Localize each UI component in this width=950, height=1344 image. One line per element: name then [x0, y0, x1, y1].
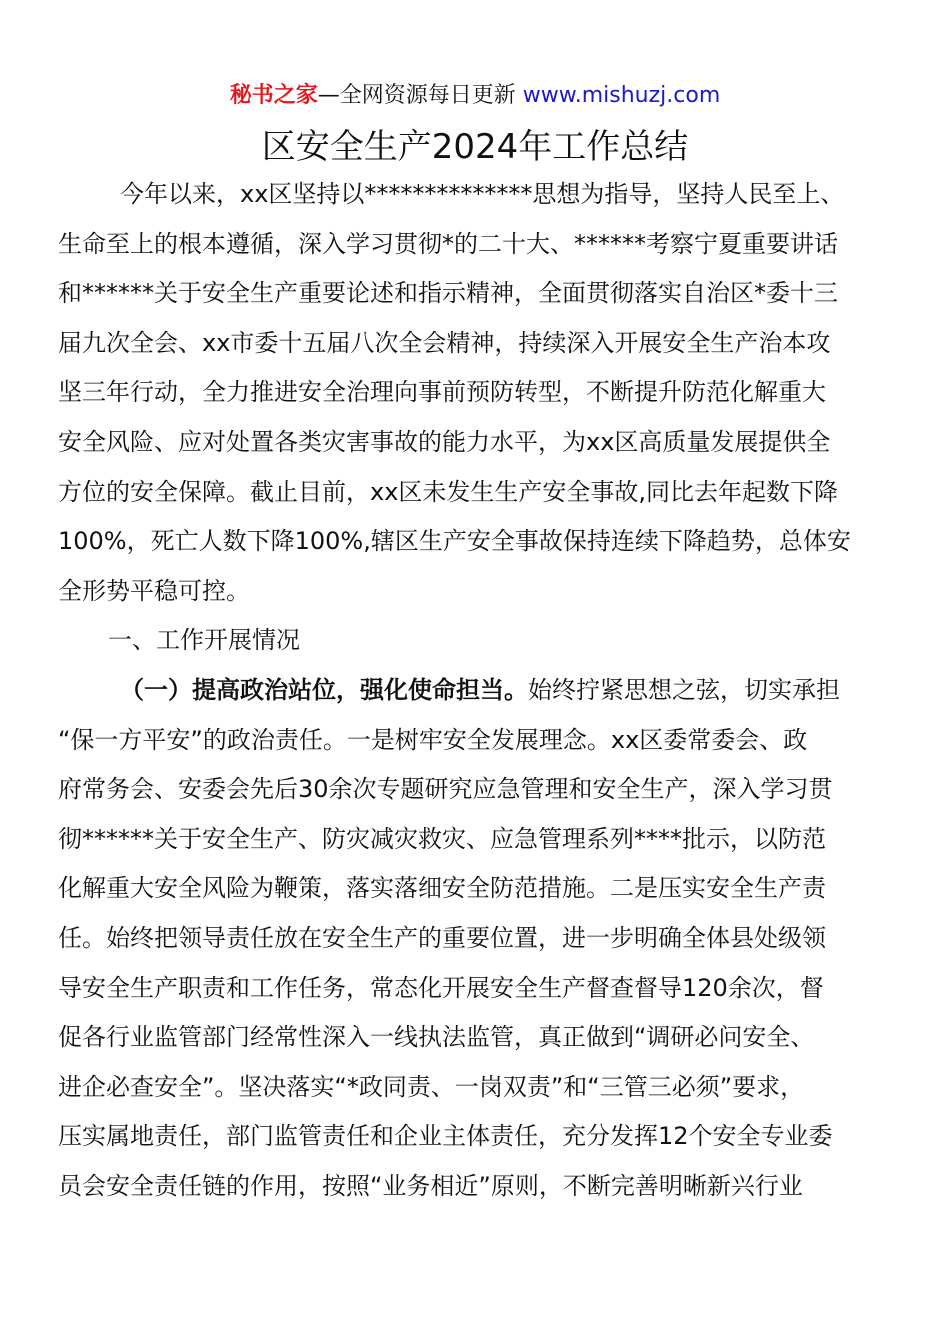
paragraph-line: 压实属地责任，部门监管责任和企业主体责任，充分发挥12个安全专业委 — [58, 1122, 833, 1151]
paragraph-line: 方位的安全保障。截止目前，xx区未发生生产安全事故,同比去年起数下降 — [58, 477, 839, 506]
paragraph-line: 100%，死亡人数下降100%,辖区生产安全事故保持连续下降趋势，总体安 — [58, 527, 851, 556]
paragraph-line: 彻******关于安全生产、防灾减灾救灾、应急管理系列****批示，以防范 — [58, 824, 826, 853]
subsection-text: 始终拧紧思想之弦，切实承担 — [528, 675, 840, 704]
document-body — [58, 170, 894, 1211]
brand-name: 秘书之家 — [229, 83, 318, 108]
site-banner — [0, 78, 950, 114]
website-link[interactable]: www.mishuzj.com — [522, 83, 721, 108]
paragraph-line: 和******关于安全生产重要论述和指示精神，全面贯彻落实自治区*委十三 — [58, 279, 838, 308]
paragraph-line: 今年以来，xx区坚持以**************思想为指导，坚持人民至上、 — [120, 180, 845, 208]
section-heading: 一、工作开展情况 — [108, 626, 300, 655]
subsection-heading: （一）提高政治站位，强化使命担当。 — [120, 675, 528, 704]
paragraph-line: 员会安全责任链的作用，按照“业务相近”原则，不断完善明晰新兴行业 — [58, 1171, 803, 1200]
paragraph-line: 促各行业监管部门经常性深入一线执法监管，真正做到“调研必问安全、 — [58, 1023, 815, 1052]
paragraph-line: 届九次全会、xx市委十五届八次全会精神，持续深入开展安全生产治本攻 — [58, 328, 831, 357]
paragraph-line: “保一方平安”的政治责任。一是树牢安全发展理念。xx区委常委会、政 — [58, 725, 808, 754]
paragraph-line: 安全风险、应对处置各类灾害事故的能力水平，为xx区高质量发展提供全 — [58, 427, 831, 456]
paragraph-line: 进企必查安全”。坚决落实“*政同责、一岗双责”和“三管三必须”要求， — [58, 1072, 805, 1101]
paragraph-line: 府常务会、安委会先后30余次专题研究应急管理和安全生产，深入学习贯 — [58, 775, 833, 804]
paragraph-line: 生命至上的根本遵循，深入学习贯彻*的二十大、******考察宁夏重要讲话 — [58, 229, 838, 258]
paragraph-line: 导安全生产职责和工作任务，常态化开展安全生产督查督导120余次，督 — [58, 973, 824, 1002]
paragraph-line: 坚三年行动，全力推进安全治理向事前预防转型，不断提升防范化解重大 — [58, 378, 826, 407]
banner-tagline: —全网资源每日更新 — [317, 83, 516, 108]
paragraph-line: 化解重大安全风险为鞭策，落实落细安全防范措施。二是压实安全生产责 — [58, 874, 826, 903]
document-title: 区安全生产2024年工作总结 — [261, 127, 689, 167]
paragraph-line: 全形势平稳可控。 — [58, 576, 250, 605]
subsection-line — [58, 666, 894, 716]
paragraph-line: 任。始终把领导责任放在安全生产的重要位置，进一步明确全体县处级领 — [58, 923, 826, 952]
